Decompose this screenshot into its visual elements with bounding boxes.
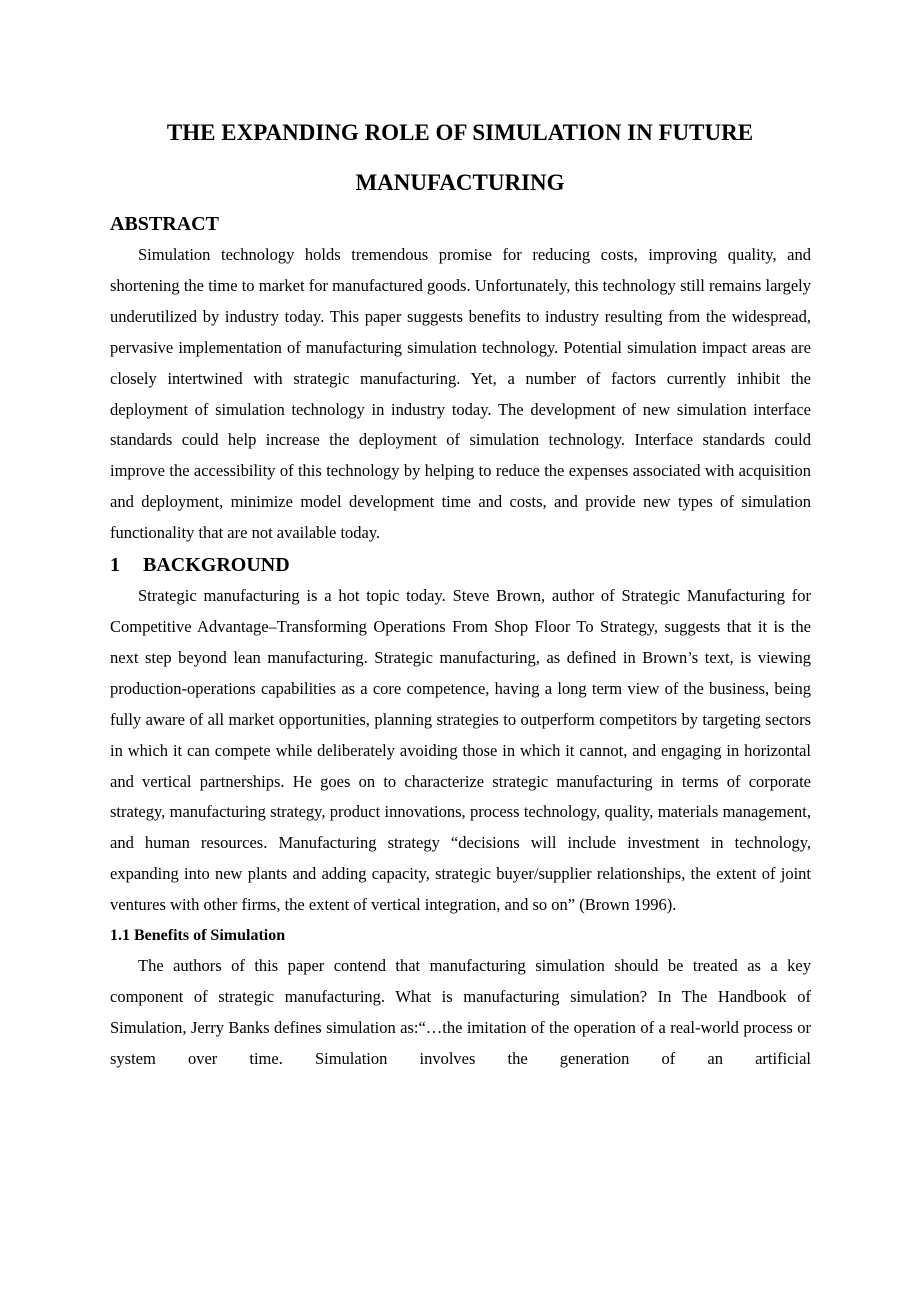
benefits-paragraph: The authors of this paper contend that manufacturing simulation should be treated as a key component of strategic manufacturing. What is manufacturing simulation? In The Handbook of Simulation, Jerry Banks defines simulation as:“…the imitation of the operation of a real-world process or system over time. Simulation involves the generation of an artificial: [110, 956, 811, 1068]
background-heading: [110, 549, 811, 581]
benefits-subheading: 1.1 Benefits of Simulation: [110, 927, 286, 945]
abstract-heading: ABSTRACT: [110, 213, 219, 235]
section-number: 1: [110, 554, 120, 577]
paper-title-line-2: MANUFACTURING: [355, 170, 565, 195]
section-title: BACKGROUND: [143, 554, 290, 577]
paper-title-line-1: THE EXPANDING ROLE OF SIMULATION IN FUTURE: [166, 120, 754, 145]
background-paragraph: Strategic manufacturing is a hot topic today. Steve Brown, author of Strategic Manufacturing for Competitive Advantage–Transforming Operations From Shop Floor To Strategy, suggests that it is the next step beyond lean manufacturing. Strategic manufacturing, as defined in Brown’s text, is viewing production-operations capabilities as a core competence, having a long term view of the business, being fully aware of all market opportunities, planning strategies to outperform competitors by targeting sectors in which it can compete while deliberately avoiding those in which it cannot, and engaging in horizontal and vertical partnerships. He goes on to characterize strategic manufacturing in terms of corporate strategy, manufacturing strategy, product innovations, process technology, quality, materials management, and human resources. Manufacturing strategy “decisions will include investment in technology, expanding into new plants and adding capacity, strategic buyer/supplier relationships, the extent of joint ventures with other firms, the extent of vertical integration, and so on” (Brown 1996).: [110, 586, 811, 915]
paper-body: [110, 208, 811, 1075]
abstract-paragraph: Simulation technology holds tremendous promise for reducing costs, improving quality, and shortening the time to market for manufactured goods. Unfortunately, this technology still remains largely underutilized by industry today. This paper suggests benefits to industry resulting from the widespread, pervasive implementation of manufacturing simulation technology. Potential simulation impact areas are closely intertwined with strategic manufacturing. Yet, a number of factors currently inhibit the deployment of simulation technology in industry today. The development of new simulation interface standards could help increase the deployment of simulation technology. Interface standards could improve the accessibility of this technology by helping to reduce the expenses associated with acquisition and deployment, minimize model development time and costs, and provide new types of simulation functionality that are not available today.: [110, 245, 811, 543]
